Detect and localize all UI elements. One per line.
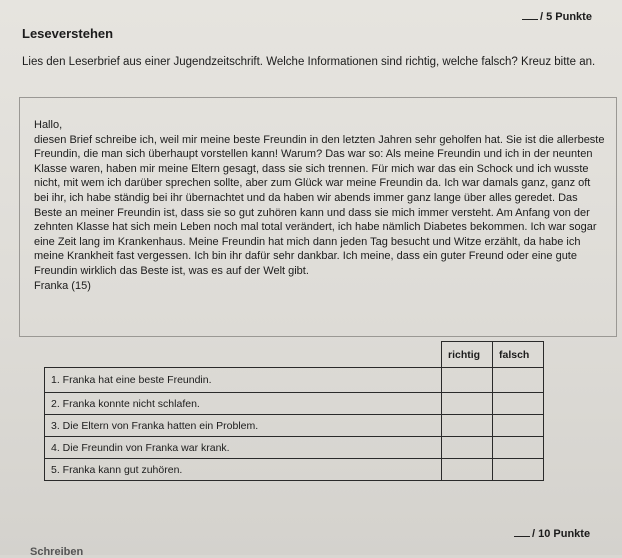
- score-blank-line: [522, 19, 538, 20]
- checkbox-falsch-5[interactable]: [493, 459, 544, 481]
- statement-4: 4. Die Freundin von Franka war krank.: [45, 437, 442, 459]
- table-row: [45, 459, 544, 481]
- column-header-richtig: richtig: [442, 342, 493, 368]
- statement-3: 3. Die Eltern von Franka hatten ein Problem.: [45, 415, 442, 437]
- points-score-bottom: [514, 528, 590, 540]
- table-row: [45, 368, 544, 393]
- score-blank-line: [514, 536, 530, 537]
- letter-body: diesen Brief schreibe ich, weil mir meine beste Freundin in den letzten Jahren sehr geholfen hat. Sie ist die allerbeste Freundin, die man sich überhaupt vorstellen kann! Warum? Das war so: Als meine Freundin und ich in der neunten Klasse waren, haben mir meine Eltern gesagt, dass sie sich trennen. Für mich war das ein Schock und ich wusste nicht, mit wem ich darüber sprechen sollte, aber zum Glück war meine Freundin da. Ich war damals ganz, ganz oft bei ihr, ich habe ständig bei ihr übernachtet und da haben wir abends immer ganz lange über alles geredet. Das Beste an meiner Freundin ist, dass sie so gut zuhören kann und dass sie mich immer versteht. Am Anfang von der zehnten Klasse hat sich mein Leben noch mal total verändert, ich habe nämlich Diabetes bekommen. Ich war sogar eine Zeit lang im Krankenhaus. Meine Freundin hat mich dann jeden Tag besucht und Witze erzählt, da habe ich meine Krankheit fast vergessen. Ich bin ihr dafür sehr dankbar. Ich meine, dass ein guter Freund oder eine gute Freundin wirklich das Beste ist, was es auf der Welt gibt.: [34, 133, 605, 277]
- checkbox-richtig-2[interactable]: [442, 393, 493, 415]
- table-header-row: [45, 342, 544, 368]
- checkbox-richtig-3[interactable]: [442, 415, 493, 437]
- checkbox-richtig-5[interactable]: [442, 459, 493, 481]
- reader-letter: [19, 97, 617, 337]
- checkbox-falsch-4[interactable]: [493, 437, 544, 459]
- checkbox-richtig-4[interactable]: [442, 437, 493, 459]
- statement-1: 1. Franka hat eine beste Freundin.: [45, 368, 442, 393]
- points-label: / 10 Punkte: [532, 528, 591, 540]
- table-row: [45, 415, 544, 437]
- letter-greeting: Hallo,: [34, 119, 63, 131]
- next-section-title: Schreiben: [30, 546, 84, 558]
- section-title: Leseverstehen: [22, 26, 114, 41]
- true-false-table: [44, 341, 544, 481]
- table-row: [45, 437, 544, 459]
- task-instructions: Lies den Leserbrief aus einer Jugendzeitschrift. Welche Informationen sind richtig, welche falsch? Kreuz bitte an.: [22, 56, 596, 68]
- checkbox-falsch-1[interactable]: [493, 368, 544, 393]
- statement-5: 5. Franka kann gut zuhören.: [45, 459, 442, 481]
- header-spacer: [45, 342, 442, 368]
- checkbox-richtig-1[interactable]: [442, 368, 493, 393]
- table-row: [45, 393, 544, 415]
- checkbox-falsch-2[interactable]: [493, 393, 544, 415]
- checkbox-falsch-3[interactable]: [493, 415, 544, 437]
- points-score-top: [522, 11, 592, 23]
- column-header-falsch: falsch: [493, 342, 544, 368]
- letter-signature: Franka (15): [34, 279, 91, 292]
- points-label: / 5 Punkte: [540, 11, 592, 23]
- statement-2: 2. Franka konnte nicht schlafen.: [45, 393, 442, 415]
